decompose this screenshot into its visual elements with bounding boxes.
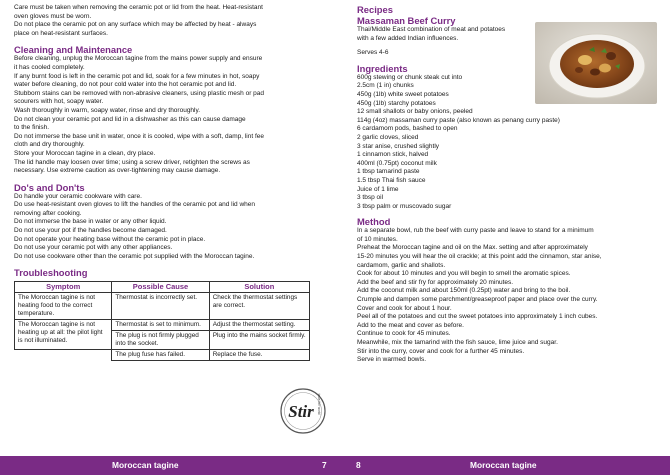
- method-line: cardamom, garlic and shallots.: [357, 261, 446, 269]
- page-number-left: 7: [322, 460, 327, 470]
- method-line: Serve in warmed bowls.: [357, 356, 426, 364]
- dos-line: Do handle your ceramic cookware with care.: [14, 192, 142, 200]
- method-line: 15-20 minutes you will hear the oil crackle; at this point add the cinnamon, star anise,: [357, 253, 602, 261]
- table-row: [15, 320, 310, 331]
- cleaning-line: scourers with hot, soapy water.: [14, 98, 104, 106]
- intro-line: Do not place the ceramic pot on any surface which may be affected by heat - always: [14, 21, 257, 29]
- ingredient-item: 450g (1lb) white sweet potatoes: [357, 90, 449, 98]
- ingredient-item: 12 small shallots or baby onions, peeled: [357, 108, 473, 116]
- stir-logo: [278, 384, 328, 442]
- method-line: Add the coconut milk and about 150ml (0.25pt) water and bring to the boil.: [357, 287, 571, 295]
- symptom-cell: The Moroccan tagine is not heating food to the correct temperature.: [15, 293, 112, 320]
- cleaning-line: Do not clean your ceramic pot and lid in a dishwasher as this can cause damage: [14, 115, 246, 123]
- ingredients-heading: Ingredients: [357, 62, 408, 74]
- cleaning-heading: Cleaning and Maintenance: [14, 44, 133, 56]
- intro-text: [14, 4, 310, 38]
- method-line: Preheat the Moroccan tagine and oil on the Max. setting and after approximately: [357, 244, 588, 252]
- solution-cell: Adjust the thermostat setting.: [209, 320, 309, 331]
- recipes-heading: Recipes: [357, 4, 393, 15]
- intro-line: oven gloves must be worn.: [14, 12, 92, 20]
- ingredient-item: 114g (4oz) massaman curry paste (also known as penang curry paste): [357, 116, 560, 124]
- method-line: Meanwhile, mix the tamarind with the fish sauce, lime juice and sugar.: [357, 339, 558, 346]
- cleaning-line: Do not immerse the base unit in water, once it is cooled, wipe with a soft, damp, lint fee: [14, 132, 265, 140]
- ingredient-item: Juice of 1 lime: [357, 185, 399, 193]
- left-column: [14, 4, 310, 361]
- cause-cell: Thermostat is set to minimum.: [112, 320, 209, 331]
- ingredient-item: 2.5cm (1 in) chunks: [357, 82, 414, 90]
- description-line: with a few added Indian influences.: [357, 34, 459, 42]
- logo-tagline: taste the world: [317, 393, 321, 415]
- table-row: [15, 350, 310, 361]
- ingredient-item: 3 tbsp oil: [357, 194, 384, 202]
- solution-cell: Check the thermostat settings are correct.: [209, 293, 309, 320]
- table-header-row: [15, 282, 310, 293]
- dos-line: Do not operate your heating base without the ceramic pot in place.: [14, 235, 206, 243]
- dos-line: Do not use cookware other than the ceramic pot supplied with the Moroccan tagine.: [14, 252, 255, 260]
- method-line: Add the beef and stir fry for approximately 20 minutes.: [357, 278, 514, 286]
- ingredient-item: 1 tbsp tamarind paste: [357, 168, 420, 176]
- solution-cell: Plug into the mains socket firmly.: [209, 331, 309, 350]
- cleaning-line: to the finish.: [14, 124, 50, 132]
- page-number-right: 8: [356, 460, 361, 470]
- col-header-solution: Solution: [209, 282, 309, 293]
- footer-title-left: Moroccan tagine: [112, 460, 179, 470]
- ingredient-item: 2 garlic cloves, sliced: [357, 133, 419, 141]
- cleaning-line: Stubborn stains can be removed with non-abrasive cleaners, using plastic mesh or pad: [14, 89, 265, 97]
- troubleshooting-heading: Troubleshooting: [14, 267, 88, 279]
- cleaning-line: The lid handle may loosen over time; using a screw driver, retighten the screws as: [14, 158, 250, 166]
- method-line: Continue to cook for 45 minutes.: [357, 330, 451, 338]
- col-header-cause: Possible Cause: [112, 282, 209, 293]
- cleaning-text: [14, 55, 310, 175]
- troubleshooting-table: [14, 281, 310, 361]
- description-line: Thai/Middle East combination of meat and potatoes: [357, 26, 506, 33]
- dos-donts-text: [14, 193, 310, 262]
- method-text: [357, 227, 657, 365]
- table-row: [15, 293, 310, 320]
- ingredient-item: 400ml (0.75pt) coconut milk: [357, 159, 437, 167]
- cause-cell: Thermostat is incorrectly set.: [112, 293, 209, 320]
- serves: Serves 4-6: [357, 49, 389, 57]
- footer-title-right: Moroccan tagine: [470, 460, 537, 470]
- empty-cell: [15, 350, 112, 361]
- method-line: Stir into the curry, cover and cook for a further 45 minutes.: [357, 347, 525, 355]
- ingredient-item: 3 tbsp palm or muscovado sugar: [357, 202, 452, 210]
- cleaning-line: If any burnt food is left in the ceramic pot and lid, soak for a few minutes in hot, soapy: [14, 72, 260, 80]
- cleaning-line: Wash thoroughly in warm, soapy water, rinse and dry thoroughly.: [14, 106, 201, 114]
- cause-cell: The plug is not firmly plugged into the socket.: [112, 331, 209, 350]
- dos-line: Do use heat-resistant oven gloves to lift the handles of the ceramic pot and lid when: [14, 201, 256, 209]
- intro-line: Care must be taken when removing the ceramic pot or lid from the heat. Heat-resistant: [14, 4, 263, 11]
- dos-line: Do not use your ceramic pot with any other appliances.: [14, 244, 173, 252]
- ingredient-item: 1.5 tbsp Thai fish sauce: [357, 176, 426, 184]
- solution-cell: Replace the fuse.: [209, 350, 309, 361]
- right-column: [357, 4, 657, 365]
- method-line: of 10 minutes.: [357, 235, 398, 243]
- dish-name: Massaman Beef Curry: [357, 15, 456, 26]
- method-line: Cover and cook for about 1 hour.: [357, 304, 452, 312]
- right-page: [335, 0, 670, 456]
- footer-bar: [0, 456, 670, 475]
- cleaning-line: necessary. Use extreme caution as over-tightening may cause damage.: [14, 167, 221, 175]
- left-page: [0, 0, 335, 456]
- ingredient-item: 450g (1lb) starchy potatoes: [357, 99, 436, 107]
- method-line: Peel all of the potatoes and cut the sweet potatoes into approximately 1 inch cubes.: [357, 313, 598, 321]
- cleaning-line: water before cleaning, do not pour cold water into the hot ceramic pot and lid.: [14, 81, 237, 89]
- col-header-symptom: Symptom: [15, 282, 112, 293]
- cleaning-line: Before cleaning, unplug the Moroccan tagine from the mains power supply and ensure: [14, 55, 263, 63]
- cause-cell: The plug fuse has failed.: [112, 350, 209, 361]
- dos-line: Do not use your pot if the handles become damaged.: [14, 227, 167, 235]
- ingredient-item: 6 cardamom pods, bashed to open: [357, 125, 458, 133]
- method-heading: Method: [357, 216, 391, 228]
- dos-line: Do not immerse the base in water or any other liquid.: [14, 218, 167, 226]
- ingredient-item: 1 cinnamon stick, halved: [357, 151, 429, 159]
- cleaning-line: cloth and dry thoroughly.: [14, 141, 85, 149]
- ingredient-item: 3 star anise, crushed slightly: [357, 142, 440, 150]
- dos-line: removing after cooking.: [14, 209, 82, 217]
- method-line: In a separate bowl, rub the beef with curry paste and leave to stand for a minimum: [357, 227, 594, 235]
- cleaning-line: it has cooled completely.: [14, 63, 85, 71]
- method-line: Add to the meat and cover as before.: [357, 321, 464, 329]
- cleaning-line: Store your Moroccan tagine in a clean, dry place.: [14, 149, 156, 157]
- method-line: Crumple and dampen some parchment/greaseproof paper and place over the curry.: [357, 296, 598, 304]
- ingredient-item: 600g stewing or chunk steak cut into: [357, 73, 463, 81]
- method-line: Cook for about 10 minutes and you will begin to smell the aromatic spices.: [357, 270, 571, 278]
- dos-donts-heading: Do's and Don'ts: [14, 181, 85, 193]
- intro-line: place on heat-resistant surfaces.: [14, 29, 108, 37]
- logo-wordmark: Stir: [288, 402, 314, 421]
- ingredients-list: [357, 74, 657, 212]
- symptom-cell: The Moroccan tagine is not heating up at all: the pilot light is not illuminated.: [15, 320, 112, 350]
